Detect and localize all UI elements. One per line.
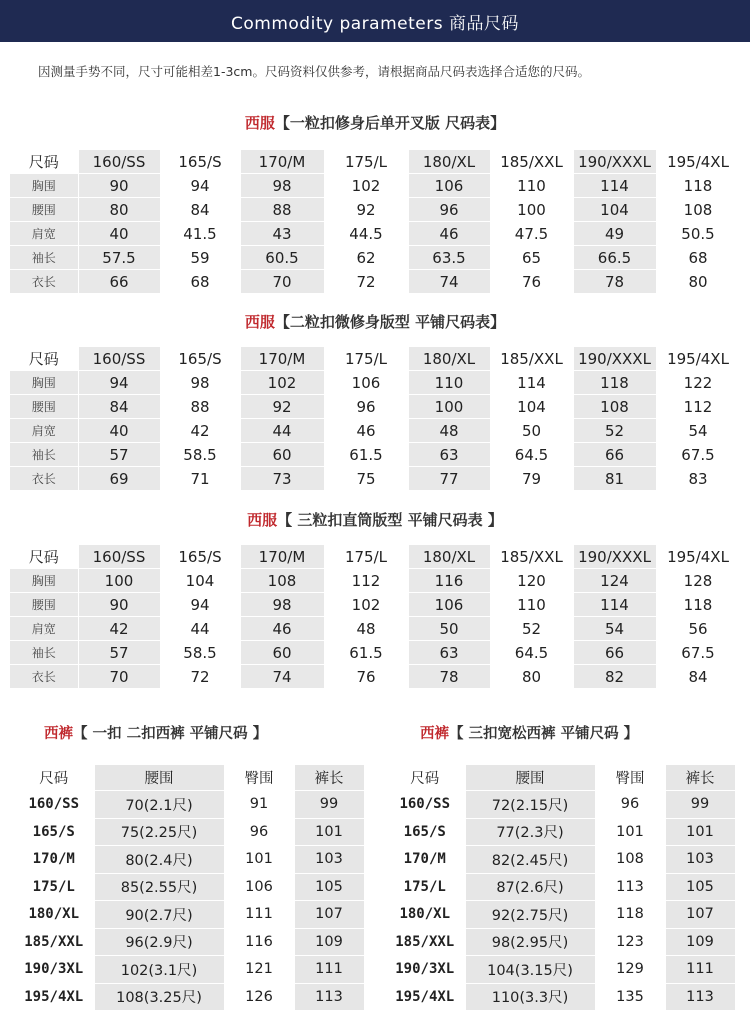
value-cell: 110: [490, 174, 573, 198]
table-row: [385, 928, 735, 956]
size-cell: 160/SS: [14, 791, 94, 819]
size-header-cell: 170/M: [240, 347, 324, 371]
size-header-cell: 175/L: [324, 545, 408, 569]
value-cell: 100: [408, 395, 490, 419]
size-header-cell: 190/XXXL: [573, 347, 656, 371]
header-cell: 尺码: [14, 765, 94, 791]
value-cell: 101: [595, 818, 665, 846]
value-cell: 77(2.3尺): [465, 818, 595, 846]
table-header-row: [14, 765, 364, 791]
jacket-size-table-3: [10, 545, 741, 689]
size-header-cell: 170/M: [240, 150, 324, 174]
value-cell: 122: [656, 371, 740, 395]
row-label-cell: 肩宽: [10, 617, 78, 641]
size-cell: 175/L: [14, 873, 94, 901]
value-cell: 66: [78, 270, 160, 294]
value-cell: 40: [78, 222, 160, 246]
size-header-cell: 185/XXL: [490, 545, 573, 569]
size-header-cell: 180/XL: [408, 545, 490, 569]
value-cell: 50: [408, 617, 490, 641]
table-row: [14, 873, 364, 901]
value-cell: 56: [656, 617, 740, 641]
value-cell: 43: [240, 222, 324, 246]
table-row: [385, 901, 735, 929]
value-cell: 66.5: [573, 246, 656, 270]
value-cell: 98: [240, 593, 324, 617]
table-row: [10, 569, 740, 593]
value-cell: 98(2.95尺): [465, 928, 595, 956]
value-cell: 46: [408, 222, 490, 246]
size-header-cell: 165/S: [160, 545, 240, 569]
value-cell: 83: [656, 467, 740, 491]
jacket-title-category: 西服: [244, 313, 275, 331]
table-header-row: [10, 150, 740, 174]
size-cell: 190/3XL: [385, 956, 465, 984]
value-cell: 112: [656, 395, 740, 419]
value-cell: 116: [408, 569, 490, 593]
size-cell: 170/M: [14, 846, 94, 874]
value-cell: 78: [408, 665, 490, 689]
value-cell: 47.5: [490, 222, 573, 246]
jacket-title-text: 【一粒扣修身后单开叉版 尺码表】: [274, 114, 506, 132]
size-header-cell: 175/L: [324, 347, 408, 371]
jacket-title-2: [0, 311, 750, 332]
value-cell: 60: [240, 443, 324, 467]
jacket-title-category: 西服: [247, 511, 278, 529]
table-row: [14, 956, 364, 984]
row-label-cell: 腰围: [10, 395, 78, 419]
value-cell: 106: [408, 593, 490, 617]
value-cell: 124: [573, 569, 656, 593]
pants-size-table-1: [14, 765, 365, 1011]
value-cell: 92: [324, 198, 408, 222]
value-cell: 96: [224, 818, 294, 846]
value-cell: 42: [78, 617, 160, 641]
value-cell: 106: [408, 174, 490, 198]
table-row: [385, 791, 735, 819]
row-label-cell: 胸围: [10, 174, 78, 198]
size-header-cell: 160/SS: [78, 150, 160, 174]
value-cell: 108: [656, 198, 740, 222]
value-cell: 48: [324, 617, 408, 641]
jacket-title-category: 西服: [244, 114, 275, 132]
value-cell: 108: [595, 846, 665, 874]
size-header-cell: 165/S: [160, 150, 240, 174]
value-cell: 99: [665, 791, 735, 819]
header-cell: 腰围: [465, 765, 595, 791]
value-cell: 78: [573, 270, 656, 294]
size-cell: 195/4XL: [385, 983, 465, 1011]
table-row: [10, 419, 740, 443]
size-cell: 190/3XL: [14, 956, 94, 984]
value-cell: 52: [573, 419, 656, 443]
value-cell: 87(2.6尺): [465, 873, 595, 901]
size-header-cell: 180/XL: [408, 347, 490, 371]
pants-title-1: [44, 722, 267, 743]
value-cell: 66: [573, 641, 656, 665]
value-cell: 60.5: [240, 246, 324, 270]
value-cell: 98: [160, 371, 240, 395]
value-cell: 79: [490, 467, 573, 491]
measurement-note: 因测量手势不同，尺寸可能相差1-3cm。尺码资料仅供参考，请根据商品尺码表选择合适您的尺码。: [38, 64, 590, 79]
header-cell: 腰围: [94, 765, 224, 791]
size-header-cell: 190/XXXL: [573, 150, 656, 174]
header-label-cell: 尺码: [10, 347, 78, 371]
size-cell: 160/SS: [385, 791, 465, 819]
value-cell: 112: [324, 569, 408, 593]
jacket-title-3: [0, 509, 750, 530]
header-cell: 裤长: [294, 765, 364, 791]
pants-title-2: [420, 722, 638, 743]
value-cell: 44.5: [324, 222, 408, 246]
value-cell: 111: [665, 956, 735, 984]
header-label-cell: 尺码: [10, 545, 78, 569]
value-cell: 57: [78, 641, 160, 665]
value-cell: 80: [656, 270, 740, 294]
value-cell: 123: [595, 928, 665, 956]
table-row: [385, 846, 735, 874]
jacket-title-text: 【二粒扣微修身版型 平铺尺码表】: [274, 313, 506, 331]
value-cell: 110: [490, 593, 573, 617]
value-cell: 44: [160, 617, 240, 641]
value-cell: 64.5: [490, 443, 573, 467]
value-cell: 110(3.3尺): [465, 983, 595, 1011]
value-cell: 102(3.1尺): [94, 956, 224, 984]
table-row: [10, 593, 740, 617]
size-header-cell: 160/SS: [78, 347, 160, 371]
value-cell: 108(3.25尺): [94, 983, 224, 1011]
size-cell: 180/XL: [14, 901, 94, 929]
table-row: [10, 174, 740, 198]
value-cell: 88: [160, 395, 240, 419]
value-cell: 67.5: [656, 443, 740, 467]
value-cell: 103: [294, 846, 364, 874]
table-row: [385, 873, 735, 901]
value-cell: 63.5: [408, 246, 490, 270]
size-cell: 195/4XL: [14, 983, 94, 1011]
value-cell: 88: [240, 198, 324, 222]
value-cell: 118: [656, 593, 740, 617]
value-cell: 109: [294, 928, 364, 956]
value-cell: 50: [490, 419, 573, 443]
value-cell: 41.5: [160, 222, 240, 246]
value-cell: 70: [240, 270, 324, 294]
table-row: [10, 270, 740, 294]
value-cell: 46: [240, 617, 324, 641]
size-header-cell: 175/L: [324, 150, 408, 174]
value-cell: 108: [240, 569, 324, 593]
value-cell: 111: [294, 956, 364, 984]
table-row: [10, 198, 740, 222]
value-cell: 105: [665, 873, 735, 901]
jacket-title-text: 【 三粒扣直筒版型 平铺尺码表 】: [277, 511, 503, 529]
value-cell: 110: [408, 371, 490, 395]
value-cell: 116: [224, 928, 294, 956]
size-cell: 170/M: [385, 846, 465, 874]
value-cell: 70: [78, 665, 160, 689]
value-cell: 104: [160, 569, 240, 593]
value-cell: 101: [665, 818, 735, 846]
size-header-cell: 165/S: [160, 347, 240, 371]
value-cell: 70(2.1尺): [94, 791, 224, 819]
row-label-cell: 腰围: [10, 593, 78, 617]
header-cell: 臀围: [595, 765, 665, 791]
value-cell: 104: [573, 198, 656, 222]
value-cell: 96(2.9尺): [94, 928, 224, 956]
size-header-cell: 190/XXXL: [573, 545, 656, 569]
value-cell: 101: [294, 818, 364, 846]
value-cell: 90(2.7尺): [94, 901, 224, 929]
pants-title-text: 【 一扣 二扣西裤 平铺尺码 】: [73, 726, 268, 742]
value-cell: 108: [573, 395, 656, 419]
size-header-cell: 185/XXL: [490, 150, 573, 174]
value-cell: 80: [490, 665, 573, 689]
table-row: [10, 443, 740, 467]
value-cell: 113: [294, 983, 364, 1011]
value-cell: 114: [573, 593, 656, 617]
value-cell: 72: [160, 665, 240, 689]
value-cell: 75: [324, 467, 408, 491]
value-cell: 100: [490, 198, 573, 222]
size-cell: 180/XL: [385, 901, 465, 929]
value-cell: 67.5: [656, 641, 740, 665]
value-cell: 61.5: [324, 443, 408, 467]
value-cell: 44: [240, 419, 324, 443]
value-cell: 118: [656, 174, 740, 198]
value-cell: 126: [224, 983, 294, 1011]
value-cell: 111: [224, 901, 294, 929]
value-cell: 82(2.45尺): [465, 846, 595, 874]
row-label-cell: 胸围: [10, 569, 78, 593]
value-cell: 96: [408, 198, 490, 222]
value-cell: 81: [573, 467, 656, 491]
value-cell: 109: [665, 928, 735, 956]
size-cell: 185/XXL: [14, 928, 94, 956]
header-cell: 尺码: [385, 765, 465, 791]
size-header-cell: 195/4XL: [656, 347, 740, 371]
value-cell: 52: [490, 617, 573, 641]
value-cell: 118: [595, 901, 665, 929]
value-cell: 77: [408, 467, 490, 491]
size-header-cell: 180/XL: [408, 150, 490, 174]
size-header-cell: 195/4XL: [656, 150, 740, 174]
value-cell: 107: [665, 901, 735, 929]
value-cell: 46: [324, 419, 408, 443]
value-cell: 102: [324, 593, 408, 617]
value-cell: 96: [324, 395, 408, 419]
value-cell: 129: [595, 956, 665, 984]
header-label-cell: 尺码: [10, 150, 78, 174]
value-cell: 58.5: [160, 641, 240, 665]
value-cell: 48: [408, 419, 490, 443]
value-cell: 84: [78, 395, 160, 419]
value-cell: 63: [408, 443, 490, 467]
pants-title-category: 西裤: [420, 726, 449, 742]
row-label-cell: 腰围: [10, 198, 78, 222]
value-cell: 99: [294, 791, 364, 819]
value-cell: 101: [224, 846, 294, 874]
value-cell: 120: [490, 569, 573, 593]
row-label-cell: 肩宽: [10, 222, 78, 246]
value-cell: 114: [573, 174, 656, 198]
table-row: [10, 665, 740, 689]
value-cell: 73: [240, 467, 324, 491]
table-header-row: [385, 765, 735, 791]
value-cell: 114: [490, 371, 573, 395]
pants-title-text: 【 三扣宽松西裤 平铺尺码 】: [449, 726, 639, 742]
header-cell: 臀围: [224, 765, 294, 791]
size-header-cell: 160/SS: [78, 545, 160, 569]
row-label-cell: 袖长: [10, 443, 78, 467]
value-cell: 72: [324, 270, 408, 294]
value-cell: 60: [240, 641, 324, 665]
value-cell: 75(2.25尺): [94, 818, 224, 846]
value-cell: 102: [240, 371, 324, 395]
value-cell: 90: [78, 174, 160, 198]
value-cell: 104: [490, 395, 573, 419]
value-cell: 90: [78, 593, 160, 617]
header-banner: Commodity parameters 商品尺码: [0, 0, 750, 42]
size-cell: 175/L: [385, 873, 465, 901]
value-cell: 82: [573, 665, 656, 689]
value-cell: 50.5: [656, 222, 740, 246]
table-row: [10, 395, 740, 419]
value-cell: 74: [408, 270, 490, 294]
value-cell: 103: [665, 846, 735, 874]
value-cell: 54: [656, 419, 740, 443]
jacket-title-1: [0, 112, 750, 133]
row-label-cell: 衣长: [10, 665, 78, 689]
table-row: [10, 222, 740, 246]
table-row: [14, 818, 364, 846]
row-label-cell: 袖长: [10, 246, 78, 270]
value-cell: 72(2.15尺): [465, 791, 595, 819]
size-cell: 165/S: [385, 818, 465, 846]
value-cell: 118: [573, 371, 656, 395]
table-row: [14, 791, 364, 819]
value-cell: 85(2.55尺): [94, 873, 224, 901]
value-cell: 71: [160, 467, 240, 491]
value-cell: 64.5: [490, 641, 573, 665]
table-row: [10, 617, 740, 641]
value-cell: 92(2.75尺): [465, 901, 595, 929]
value-cell: 42: [160, 419, 240, 443]
table-row: [14, 983, 364, 1011]
value-cell: 59: [160, 246, 240, 270]
table-row: [14, 928, 364, 956]
value-cell: 62: [324, 246, 408, 270]
value-cell: 58.5: [160, 443, 240, 467]
value-cell: 76: [490, 270, 573, 294]
size-header-cell: 170/M: [240, 545, 324, 569]
size-cell: 165/S: [14, 818, 94, 846]
size-header-cell: 185/XXL: [490, 347, 573, 371]
value-cell: 68: [160, 270, 240, 294]
value-cell: 104(3.15尺): [465, 956, 595, 984]
value-cell: 80: [78, 198, 160, 222]
table-row: [385, 818, 735, 846]
pants-title-category: 西裤: [44, 726, 73, 742]
value-cell: 57.5: [78, 246, 160, 270]
value-cell: 91: [224, 791, 294, 819]
header-cell: 裤长: [665, 765, 735, 791]
value-cell: 61.5: [324, 641, 408, 665]
value-cell: 68: [656, 246, 740, 270]
pants-size-table-2: [385, 765, 736, 1011]
value-cell: 135: [595, 983, 665, 1011]
value-cell: 69: [78, 467, 160, 491]
table-row: [10, 641, 740, 665]
value-cell: 121: [224, 956, 294, 984]
value-cell: 74: [240, 665, 324, 689]
value-cell: 49: [573, 222, 656, 246]
table-row: [10, 246, 740, 270]
value-cell: 100: [78, 569, 160, 593]
value-cell: 94: [160, 174, 240, 198]
table-row: [14, 846, 364, 874]
value-cell: 113: [595, 873, 665, 901]
table-row: [385, 983, 735, 1011]
value-cell: 66: [573, 443, 656, 467]
value-cell: 54: [573, 617, 656, 641]
value-cell: 94: [78, 371, 160, 395]
value-cell: 80(2.4尺): [94, 846, 224, 874]
value-cell: 63: [408, 641, 490, 665]
value-cell: 57: [78, 443, 160, 467]
row-label-cell: 肩宽: [10, 419, 78, 443]
size-header-cell: 195/4XL: [656, 545, 740, 569]
value-cell: 76: [324, 665, 408, 689]
row-label-cell: 衣长: [10, 467, 78, 491]
table-row: [385, 956, 735, 984]
value-cell: 84: [160, 198, 240, 222]
value-cell: 96: [595, 791, 665, 819]
value-cell: 40: [78, 419, 160, 443]
value-cell: 107: [294, 901, 364, 929]
table-row: [10, 371, 740, 395]
value-cell: 84: [656, 665, 740, 689]
size-cell: 185/XXL: [385, 928, 465, 956]
row-label-cell: 胸围: [10, 371, 78, 395]
jacket-size-table-1: [10, 150, 741, 294]
value-cell: 128: [656, 569, 740, 593]
value-cell: 105: [294, 873, 364, 901]
table-header-row: [10, 347, 740, 371]
table-row: [14, 901, 364, 929]
value-cell: 106: [324, 371, 408, 395]
row-label-cell: 衣长: [10, 270, 78, 294]
row-label-cell: 袖长: [10, 641, 78, 665]
table-header-row: [10, 545, 740, 569]
value-cell: 92: [240, 395, 324, 419]
value-cell: 113: [665, 983, 735, 1011]
value-cell: 65: [490, 246, 573, 270]
value-cell: 106: [224, 873, 294, 901]
table-row: [10, 467, 740, 491]
value-cell: 98: [240, 174, 324, 198]
value-cell: 94: [160, 593, 240, 617]
jacket-size-table-2: [10, 347, 741, 491]
value-cell: 102: [324, 174, 408, 198]
